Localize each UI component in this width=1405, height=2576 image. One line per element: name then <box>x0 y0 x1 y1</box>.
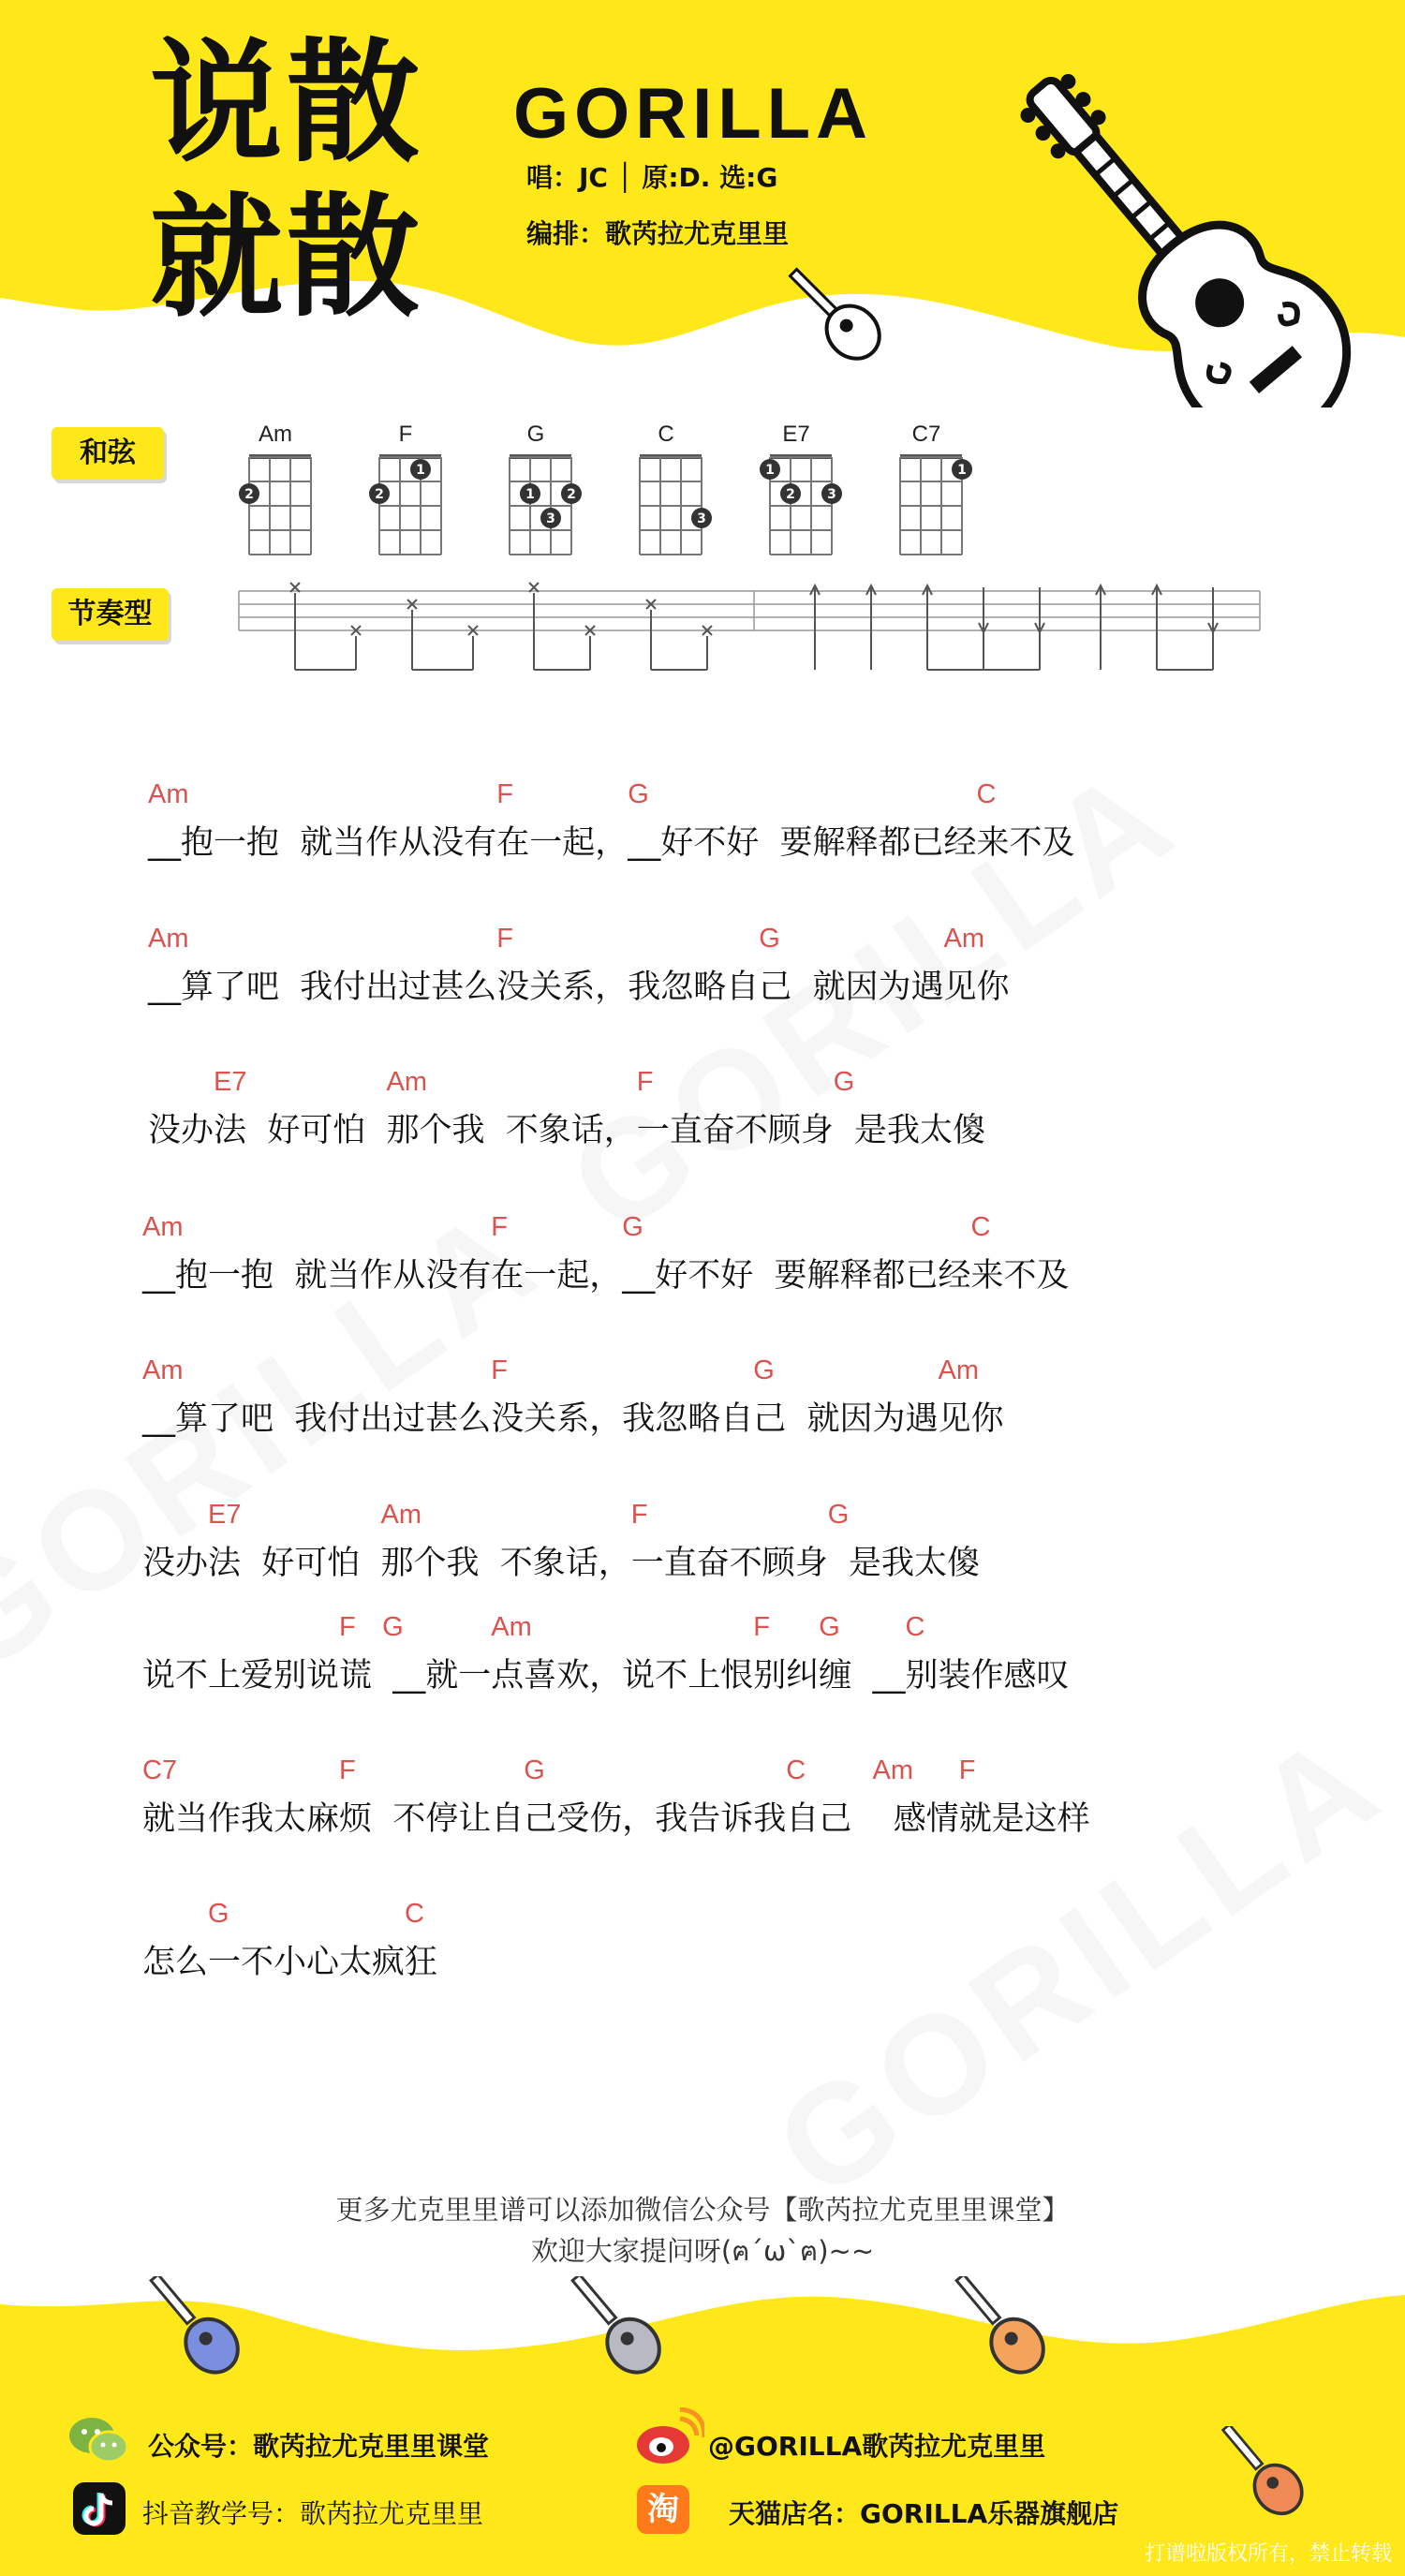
chord-label: Am <box>872 1755 914 1785</box>
chord-diagram-name: E7 <box>782 422 810 447</box>
chord-label: G <box>753 1355 775 1385</box>
chord-label: E7 <box>208 1500 242 1530</box>
lyric-text: __算了吧 我付出过甚么没关系，我忽略自己 就因为遇见你 <box>142 1400 1004 1438</box>
ukulele-icon <box>562 2276 674 2379</box>
chord-label: Am <box>142 1355 184 1385</box>
chord-label: G <box>833 1067 855 1097</box>
chord-label: C <box>905 1612 925 1642</box>
chord-label: G <box>524 1755 545 1785</box>
lyric-text: 说不上爱别说谎 __就一点喜欢，说不上恨别纠缠 __别装作感叹 <box>142 1657 1070 1695</box>
lyric-text: __抱一抱 就当作从没有在一起，__好不好 要解释都已经来不及 <box>148 824 1075 862</box>
chord-label: G <box>382 1612 404 1642</box>
chord-label: F <box>753 1612 770 1642</box>
chord-label: C <box>976 779 997 809</box>
chord-label: Am <box>380 1500 422 1530</box>
chord-label: F <box>491 1355 508 1385</box>
finger-number: 2 <box>786 487 795 502</box>
rhythm-pattern <box>234 576 1264 688</box>
chord-diagram <box>229 448 322 570</box>
chord-diagram <box>619 448 713 570</box>
arranger-info: 编排：歌芮拉尤克里里 <box>526 218 790 249</box>
chord-label: C <box>786 1755 806 1785</box>
ukulele-icon <box>776 264 897 367</box>
finger-number: 3 <box>697 511 706 526</box>
chord-label: F <box>491 1212 508 1242</box>
chord-diagram <box>489 448 583 570</box>
rhythm-label: 节奏型 <box>52 588 169 641</box>
chord-diagram <box>880 448 973 570</box>
wechat-account: 公众号：歌芮拉尤克里里课堂 <box>148 2431 490 2462</box>
chord-label: G <box>208 1899 229 1929</box>
douyin-icon <box>73 2482 126 2535</box>
chord-label: C <box>970 1212 991 1242</box>
chord-label: Am <box>148 779 189 809</box>
finger-number: 3 <box>546 511 555 526</box>
ukulele-icon <box>946 2276 1058 2379</box>
chord-label: C7 <box>142 1755 178 1785</box>
weibo-account: @GORILLA歌芮拉尤克里里 <box>708 2431 1046 2462</box>
chord-diagram-name: Am <box>259 422 292 447</box>
footer-greeting-line: 欢迎大家提问呀(ฅ´ω`ฅ)~~ <box>530 2235 875 2267</box>
chord-diagram-name: C7 <box>911 422 941 447</box>
taobao-icon: 淘 <box>637 2485 689 2534</box>
chord-label: G <box>628 779 649 809</box>
chord-label: F <box>339 1612 356 1642</box>
chord-label: Am <box>943 924 985 954</box>
ukulele-icon <box>140 2276 253 2379</box>
chord-label: C <box>405 1899 424 1929</box>
chord-label: Am <box>938 1355 980 1385</box>
song-title-line-2: 就散 <box>150 181 423 335</box>
chord-diagram <box>359 448 452 570</box>
chord-label: F <box>636 1067 654 1097</box>
chord-label: Am <box>386 1067 428 1097</box>
chord-label: G <box>759 924 780 954</box>
finger-number: 1 <box>765 463 775 478</box>
chords-label: 和弦 <box>52 427 164 480</box>
tmall-store: 天猫店名：GORILLA乐器旗舰店 <box>729 2498 1119 2529</box>
chord-label: F <box>496 779 513 809</box>
chord-label: Am <box>142 1212 184 1242</box>
lyric-text: __抱一抱 就当作从没有在一起，__好不好 要解释都已经来不及 <box>142 1257 1070 1295</box>
chord-label: Am <box>491 1612 532 1642</box>
chord-diagram-name: G <box>526 422 545 447</box>
chord-label: Am <box>148 924 189 954</box>
chord-label: G <box>819 1612 840 1642</box>
chord-diagram <box>749 448 843 570</box>
chord-label: G <box>622 1212 643 1242</box>
chord-label: F <box>630 1500 648 1530</box>
brand-logo: GORILLA <box>513 74 873 154</box>
chord-label: F <box>339 1755 356 1785</box>
singer-info: 唱：JC │ 原:D. 选:G <box>526 162 778 193</box>
lyric-text: 就当作我太麻烦 不停让自己受伤，我告诉我自己 感情就是这样 <box>142 1800 1090 1838</box>
lyric-text: 怎么一不小心太疯狂 <box>142 1944 438 1981</box>
chord-diagram-name: C <box>658 422 674 447</box>
finger-number: 3 <box>827 487 836 502</box>
weibo-icon <box>633 2407 704 2467</box>
wechat-icon <box>67 2415 131 2467</box>
finger-number: 1 <box>525 487 535 502</box>
douyin-account: 抖音教学号：歌芮拉尤克里里 <box>142 2498 484 2529</box>
finger-number: 2 <box>244 487 254 502</box>
ukulele-icon <box>1213 2426 1316 2520</box>
guitar-illustration <box>955 23 1368 407</box>
lyric-text: 没办法 好可怕 那个我 不象话，一直奋不顾身 是我太傻 <box>148 1112 986 1149</box>
song-title-line-1: 说散 <box>150 26 423 181</box>
chord-label: F <box>496 924 513 954</box>
chord-diagram-name: F <box>398 422 413 447</box>
finger-number: 2 <box>567 487 576 502</box>
chord-label: E7 <box>214 1067 247 1097</box>
chord-label: G <box>827 1500 850 1530</box>
footer-promo-line: 更多尤克里里谱可以添加微信公众号【歌芮拉尤克里里课堂】 <box>335 2194 1070 2226</box>
chord-label: F <box>958 1755 976 1785</box>
lyric-text: 没办法 好可怕 那个我 不象话，一直奋不顾身 是我太傻 <box>142 1545 981 1582</box>
lyric-text: __算了吧 我付出过甚么没关系，我忽略自己 就因为遇见你 <box>148 969 1010 1006</box>
finger-number: 2 <box>375 487 384 502</box>
copyright-notice: 打谱啦版权所有，禁止转载 <box>1144 2542 1392 2566</box>
finger-number: 1 <box>957 463 967 478</box>
finger-number: 1 <box>416 463 425 478</box>
